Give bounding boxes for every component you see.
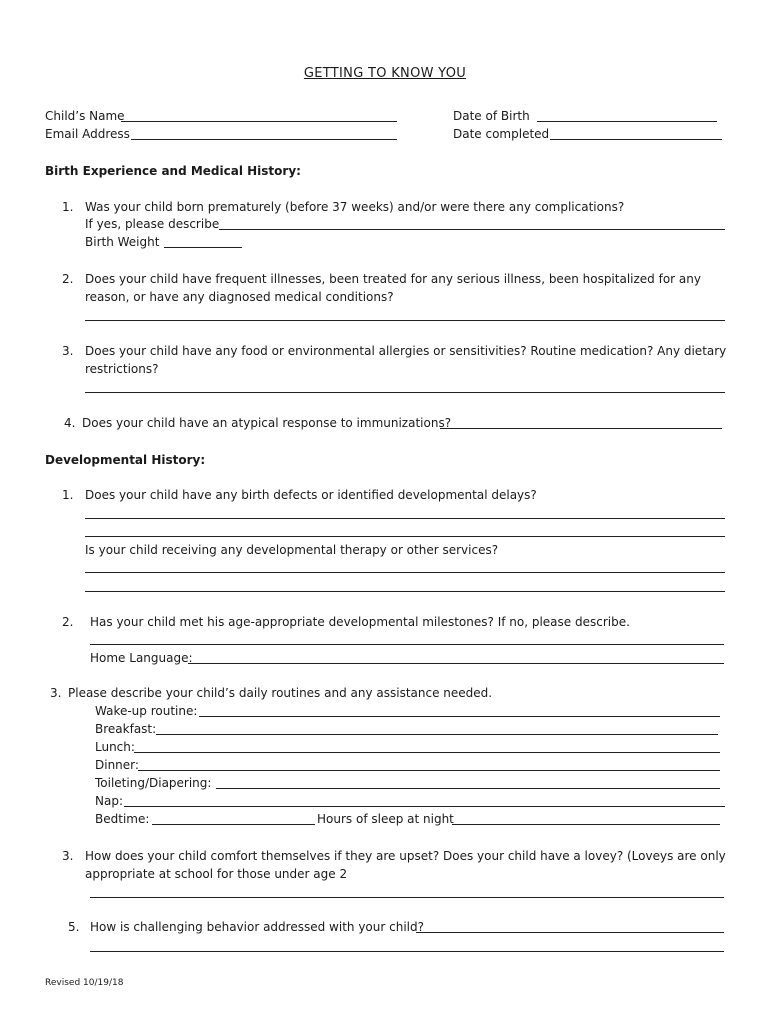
dob-field[interactable] (537, 121, 717, 122)
birth-q1-describe-label: If yes, please describe (85, 217, 220, 231)
dev-q3-text: Please describe your child’s daily routines and any assistance needed. (68, 686, 493, 700)
dev-q2-answer-field[interactable] (90, 644, 724, 645)
birth-q3-text-line2: restrictions? (85, 362, 159, 376)
wake-up-label: Wake-up routine: (95, 704, 198, 718)
dev-q1-text: Does your child have any birth defects or identified developmental delays? (85, 488, 537, 502)
birth-q2-answer-field[interactable] (85, 320, 725, 321)
form-title: GETTING TO KNOW YOU (303, 66, 467, 81)
nap-label: Nap: (95, 794, 123, 808)
dev-q4-text-line1: How does your child comfort themselves if they are upset? Does your child have a lovey? (Loveys are only (85, 849, 726, 863)
dev-q1-answer-line1[interactable] (85, 518, 725, 519)
birth-q2-text-line1: Does your child have frequent illnesses, been treated for any serious illness, been hospitalized for any (85, 272, 701, 286)
dev-q5-number: 5. (68, 920, 80, 934)
birth-q3-text-line1: Does your child have any food or environmental allergies or sensitivities? Routine medication? Any dietary (85, 344, 727, 358)
bedtime-field[interactable] (152, 824, 315, 825)
date-completed-field[interactable] (550, 139, 722, 140)
dev-q1-sub-answer-line1[interactable] (85, 572, 725, 573)
birth-q1-text: Was your child born prematurely (before 37 weeks) and/or were there any complications? (85, 200, 625, 214)
dev-q5-text: How is challenging behavior addressed with your child? (90, 920, 424, 934)
birth-q1-describe-field[interactable] (219, 229, 725, 230)
toileting-field[interactable] (216, 788, 720, 789)
dev-q3-number: 3. (50, 686, 62, 700)
birth-q1-number: 1. (62, 200, 74, 214)
birth-q4-answer-field[interactable] (440, 428, 722, 429)
dob-label: Date of Birth (453, 109, 530, 123)
home-language-field[interactable] (188, 663, 724, 664)
child-name-field[interactable] (121, 121, 397, 122)
birth-section-heading: Birth Experience and Medical History: (45, 164, 301, 178)
birth-q3-number: 3. (62, 344, 74, 358)
breakfast-field[interactable] (156, 734, 718, 735)
dev-section-heading: Developmental History: (45, 453, 206, 467)
home-language-label: Home Language: (90, 651, 193, 665)
email-label: Email Address (45, 127, 130, 141)
dev-q4-number: 3. (62, 849, 74, 863)
child-name-label: Child’s Name (45, 109, 125, 123)
date-completed-label: Date completed (453, 127, 550, 141)
bedtime-label: Bedtime: (95, 812, 150, 826)
dev-q1-answer-line2[interactable] (85, 536, 725, 537)
hours-sleep-field[interactable] (452, 824, 720, 825)
lunch-label: Lunch: (95, 740, 135, 754)
email-field[interactable] (131, 139, 397, 140)
birth-q4-text: Does your child have an atypical response to immunizations? (82, 416, 452, 430)
dev-q5-answer-field-inline[interactable] (416, 932, 724, 933)
birth-weight-label: Birth Weight (85, 235, 160, 249)
dev-q1-sub-answer-line2[interactable] (85, 591, 725, 592)
dev-q5-answer-field[interactable] (90, 951, 724, 952)
birth-q2-number: 2. (62, 272, 74, 286)
birth-weight-field[interactable] (164, 247, 242, 248)
birth-q4-number: 4. (64, 416, 76, 430)
dinner-field[interactable] (138, 770, 720, 771)
dev-q2-text: Has your child met his age-appropriate developmental milestones? If no, please describe. (90, 615, 630, 629)
nap-field[interactable] (124, 806, 725, 807)
birth-q3-answer-field[interactable] (85, 392, 725, 393)
dev-q1-sub-text: Is your child receiving any developmental therapy or other services? (85, 543, 499, 557)
birth-q2-text-line2: reason, or have any diagnosed medical conditions? (85, 290, 394, 304)
wake-up-field[interactable] (199, 716, 720, 717)
revised-date: Revised 10/19/18 (45, 978, 124, 988)
dinner-label: Dinner: (95, 758, 139, 772)
dev-q2-number: 2. (62, 615, 74, 629)
dev-q4-text-line2: appropriate at school for those under age 2 (85, 867, 348, 881)
toileting-label: Toileting/Diapering: (95, 776, 212, 790)
hours-sleep-label: Hours of sleep at night (317, 812, 454, 826)
breakfast-label: Breakfast: (95, 722, 157, 736)
dev-q1-number: 1. (62, 488, 74, 502)
lunch-field[interactable] (134, 752, 720, 753)
dev-q4-answer-field[interactable] (90, 897, 724, 898)
